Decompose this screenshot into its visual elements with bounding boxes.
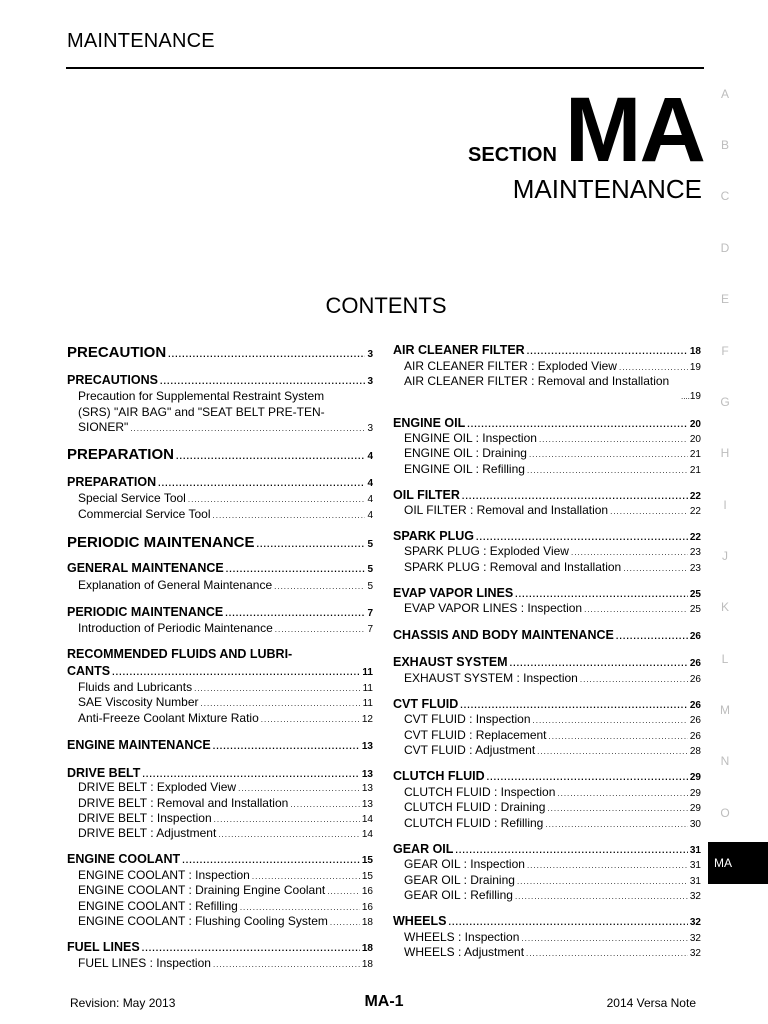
toc-entry[interactable]: CVT FLUID : Inspection ..... 26 [393,712,701,726]
side-index-letter[interactable]: C [720,189,730,203]
toc-entry[interactable]: WHEELS : Adjustment ..... 32 [393,945,701,959]
header-rule [66,67,704,69]
toc-entry[interactable]: DRIVE BELT : Adjustment ..... 14 [67,826,373,840]
toc-entry[interactable]: OIL FILTER : Removal and Installation ..... 22 [393,503,701,517]
toc-entry[interactable]: ENGINE COOLANT : Inspection ..... 15 [67,868,373,882]
toc-entry[interactable]: PRECAUTION ..... 3 [67,344,373,361]
toc-entry[interactable]: DRIVE BELT : Inspection ..... 14 [67,811,373,825]
toc-entry[interactable]: DRIVE BELT ..... 13 [67,766,373,780]
toc-entry-line[interactable]: (SRS) "AIR BAG" and "SEAT BELT PRE-TEN- [78,405,325,419]
toc-entry[interactable]: Anti-Freeze Coolant Mixture Ratio ..... 12 [67,711,373,725]
toc-entry[interactable]: AIR CLEANER FILTER : Exploded View ..... 19 [393,359,701,373]
toc-entry[interactable]: ENGINE OIL ..... 20 [393,416,701,430]
toc-entry[interactable]: CLUTCH FLUID : Inspection ..... 29 [393,785,701,799]
side-index-letter[interactable]: L [721,652,729,666]
toc-entry[interactable]: GEAR OIL ..... 31 [393,842,701,856]
side-index-letter[interactable]: F [721,344,729,358]
side-index-letter[interactable]: J [722,549,728,563]
toc-entry[interactable]: EXHAUST SYSTEM : Inspection ..... 26 [393,671,701,685]
side-index-letter[interactable]: B [720,138,729,152]
section-label: SECTION [468,144,557,166]
footer-revision: Revision: May 2013 [70,996,176,1010]
toc-entry[interactable]: CANTS ..... 11 [67,664,373,678]
toc-entry[interactable]: GEAR OIL : Refilling ..... 32 [393,888,701,902]
toc-entry[interactable]: CVT FLUID ..... 26 [393,697,701,711]
contents-title: CONTENTS [325,293,447,318]
toc-entry[interactable]: CLUTCH FLUID ..... 29 [393,769,701,783]
toc-entry[interactable]: EVAP VAPOR LINES : Inspection ..... 25 [393,601,701,615]
side-index-letter[interactable]: K [720,600,729,614]
toc-entry[interactable]: SPARK PLUG ..... 22 [393,529,701,543]
section-name: MAINTENANCE [512,174,702,204]
toc-entry[interactable]: ENGINE OIL : Draining ..... 21 [393,446,701,460]
toc-entry[interactable]: WHEELS : Inspection ..... 32 [393,930,701,944]
toc-entry[interactable]: CVT FLUID : Adjustment ..... 28 [393,743,701,757]
toc-entry[interactable]: Explanation of General Maintenance ..... 5 [67,578,373,592]
toc-entry[interactable]: PERIODIC MAINTENANCE ..... 5 [67,534,373,551]
toc-entry-line[interactable]: Precaution for Supplemental Restraint System [78,389,325,403]
toc-entry[interactable]: FUEL LINES : Inspection ..... 18 [67,956,373,970]
page-header-title: MAINTENANCE [67,30,215,52]
toc-entry[interactable]: FUEL LINES ..... 18 [67,940,373,954]
toc-entry[interactable]: SPARK PLUG : Exploded View ..... 23 [393,544,701,558]
toc-entry[interactable]: CLUTCH FLUID : Refilling ..... 30 [393,816,701,830]
toc-entry-page[interactable]: ....19 [680,391,701,402]
side-index-letter[interactable]: G [720,395,730,409]
side-index-letter[interactable]: A [720,87,729,101]
toc-entry[interactable]: SPARK PLUG : Removal and Installation ..... 23 [393,560,701,574]
toc-entry[interactable]: Introduction of Periodic Maintenance ..... 7 [67,621,373,635]
toc-entry[interactable]: OIL FILTER ..... 22 [393,488,701,502]
footer-page-number: MA-1 [364,993,404,1010]
toc-entry[interactable]: AIR CLEANER FILTER ..... 18 [393,343,701,357]
toc-entry[interactable]: ENGINE OIL : Refilling ..... 21 [393,462,701,476]
section-code: MA [564,79,704,181]
side-index-letter[interactable]: M [720,703,730,717]
toc-entry[interactable]: ENGINE MAINTENANCE ..... 13 [67,738,373,752]
toc-entry[interactable]: PRECAUTIONS ..... 3 [67,373,373,387]
side-index-letter[interactable]: O [720,806,730,820]
toc-entry[interactable]: ENGINE COOLANT ..... 15 [67,852,373,866]
toc-entry[interactable]: CVT FLUID : Replacement ..... 26 [393,728,701,742]
toc-entry[interactable]: GEAR OIL : Draining ..... 31 [393,873,701,887]
toc-entry-line[interactable]: AIR CLEANER FILTER : Removal and Installation [404,374,670,388]
toc-entry[interactable]: DRIVE BELT : Exploded View ..... 13 [67,780,373,794]
section-heading [468,79,704,181]
side-index-tab-active[interactable]: MA [708,842,768,884]
toc-entry[interactable]: Special Service Tool ..... 4 [67,491,373,505]
toc-entry[interactable]: SAE Viscosity Number ..... 11 [67,695,373,709]
toc-entry-line[interactable]: RECOMMENDED FLUIDS AND LUBRI- [67,647,293,661]
side-index-letter[interactable]: N [720,754,730,768]
toc-entry[interactable]: PREPARATION ..... 4 [67,475,373,489]
toc-entry[interactable]: CLUTCH FLUID : Draining ..... 29 [393,800,701,814]
toc-entry[interactable]: ENGINE COOLANT : Draining Engine Coolant ..... 16 [67,883,373,897]
toc-entry[interactable]: GEAR OIL : Inspection ..... 31 [393,857,701,871]
toc-entry[interactable]: Fluids and Lubricants ..... 11 [67,680,373,694]
toc-entry[interactable]: ENGINE COOLANT : Flushing Cooling System ..... 18 [67,914,373,928]
toc-entry[interactable]: Commercial Service Tool ..... 4 [67,507,373,521]
toc-entry[interactable]: CHASSIS AND BODY MAINTENANCE ..... 26 [393,628,701,642]
toc-entry[interactable]: DRIVE BELT : Removal and Installation ..... 13 [67,796,373,810]
toc-entry[interactable]: WHEELS ..... 32 [393,914,701,928]
toc-entry[interactable]: ENGINE OIL : Inspection ..... 20 [393,431,701,445]
side-index-letter[interactable]: H [720,446,730,460]
toc-entry[interactable]: PREPARATION ..... 4 [67,446,373,463]
side-index-letter[interactable]: E [720,292,729,306]
toc-entry[interactable]: ENGINE COOLANT : Refilling ..... 16 [67,899,373,913]
side-index-letter[interactable]: D [720,241,730,255]
toc-entry[interactable]: PERIODIC MAINTENANCE ..... 7 [67,605,373,619]
toc-entry[interactable]: SIONER" ..... 3 [67,420,373,434]
toc-entry[interactable]: EVAP VAPOR LINES ..... 25 [393,586,701,600]
footer-model: 2014 Versa Note [606,996,696,1010]
toc-entry[interactable]: GENERAL MAINTENANCE ..... 5 [67,561,373,575]
side-index-letter[interactable]: I [723,498,727,512]
toc-entry[interactable]: EXHAUST SYSTEM ..... 26 [393,655,701,669]
